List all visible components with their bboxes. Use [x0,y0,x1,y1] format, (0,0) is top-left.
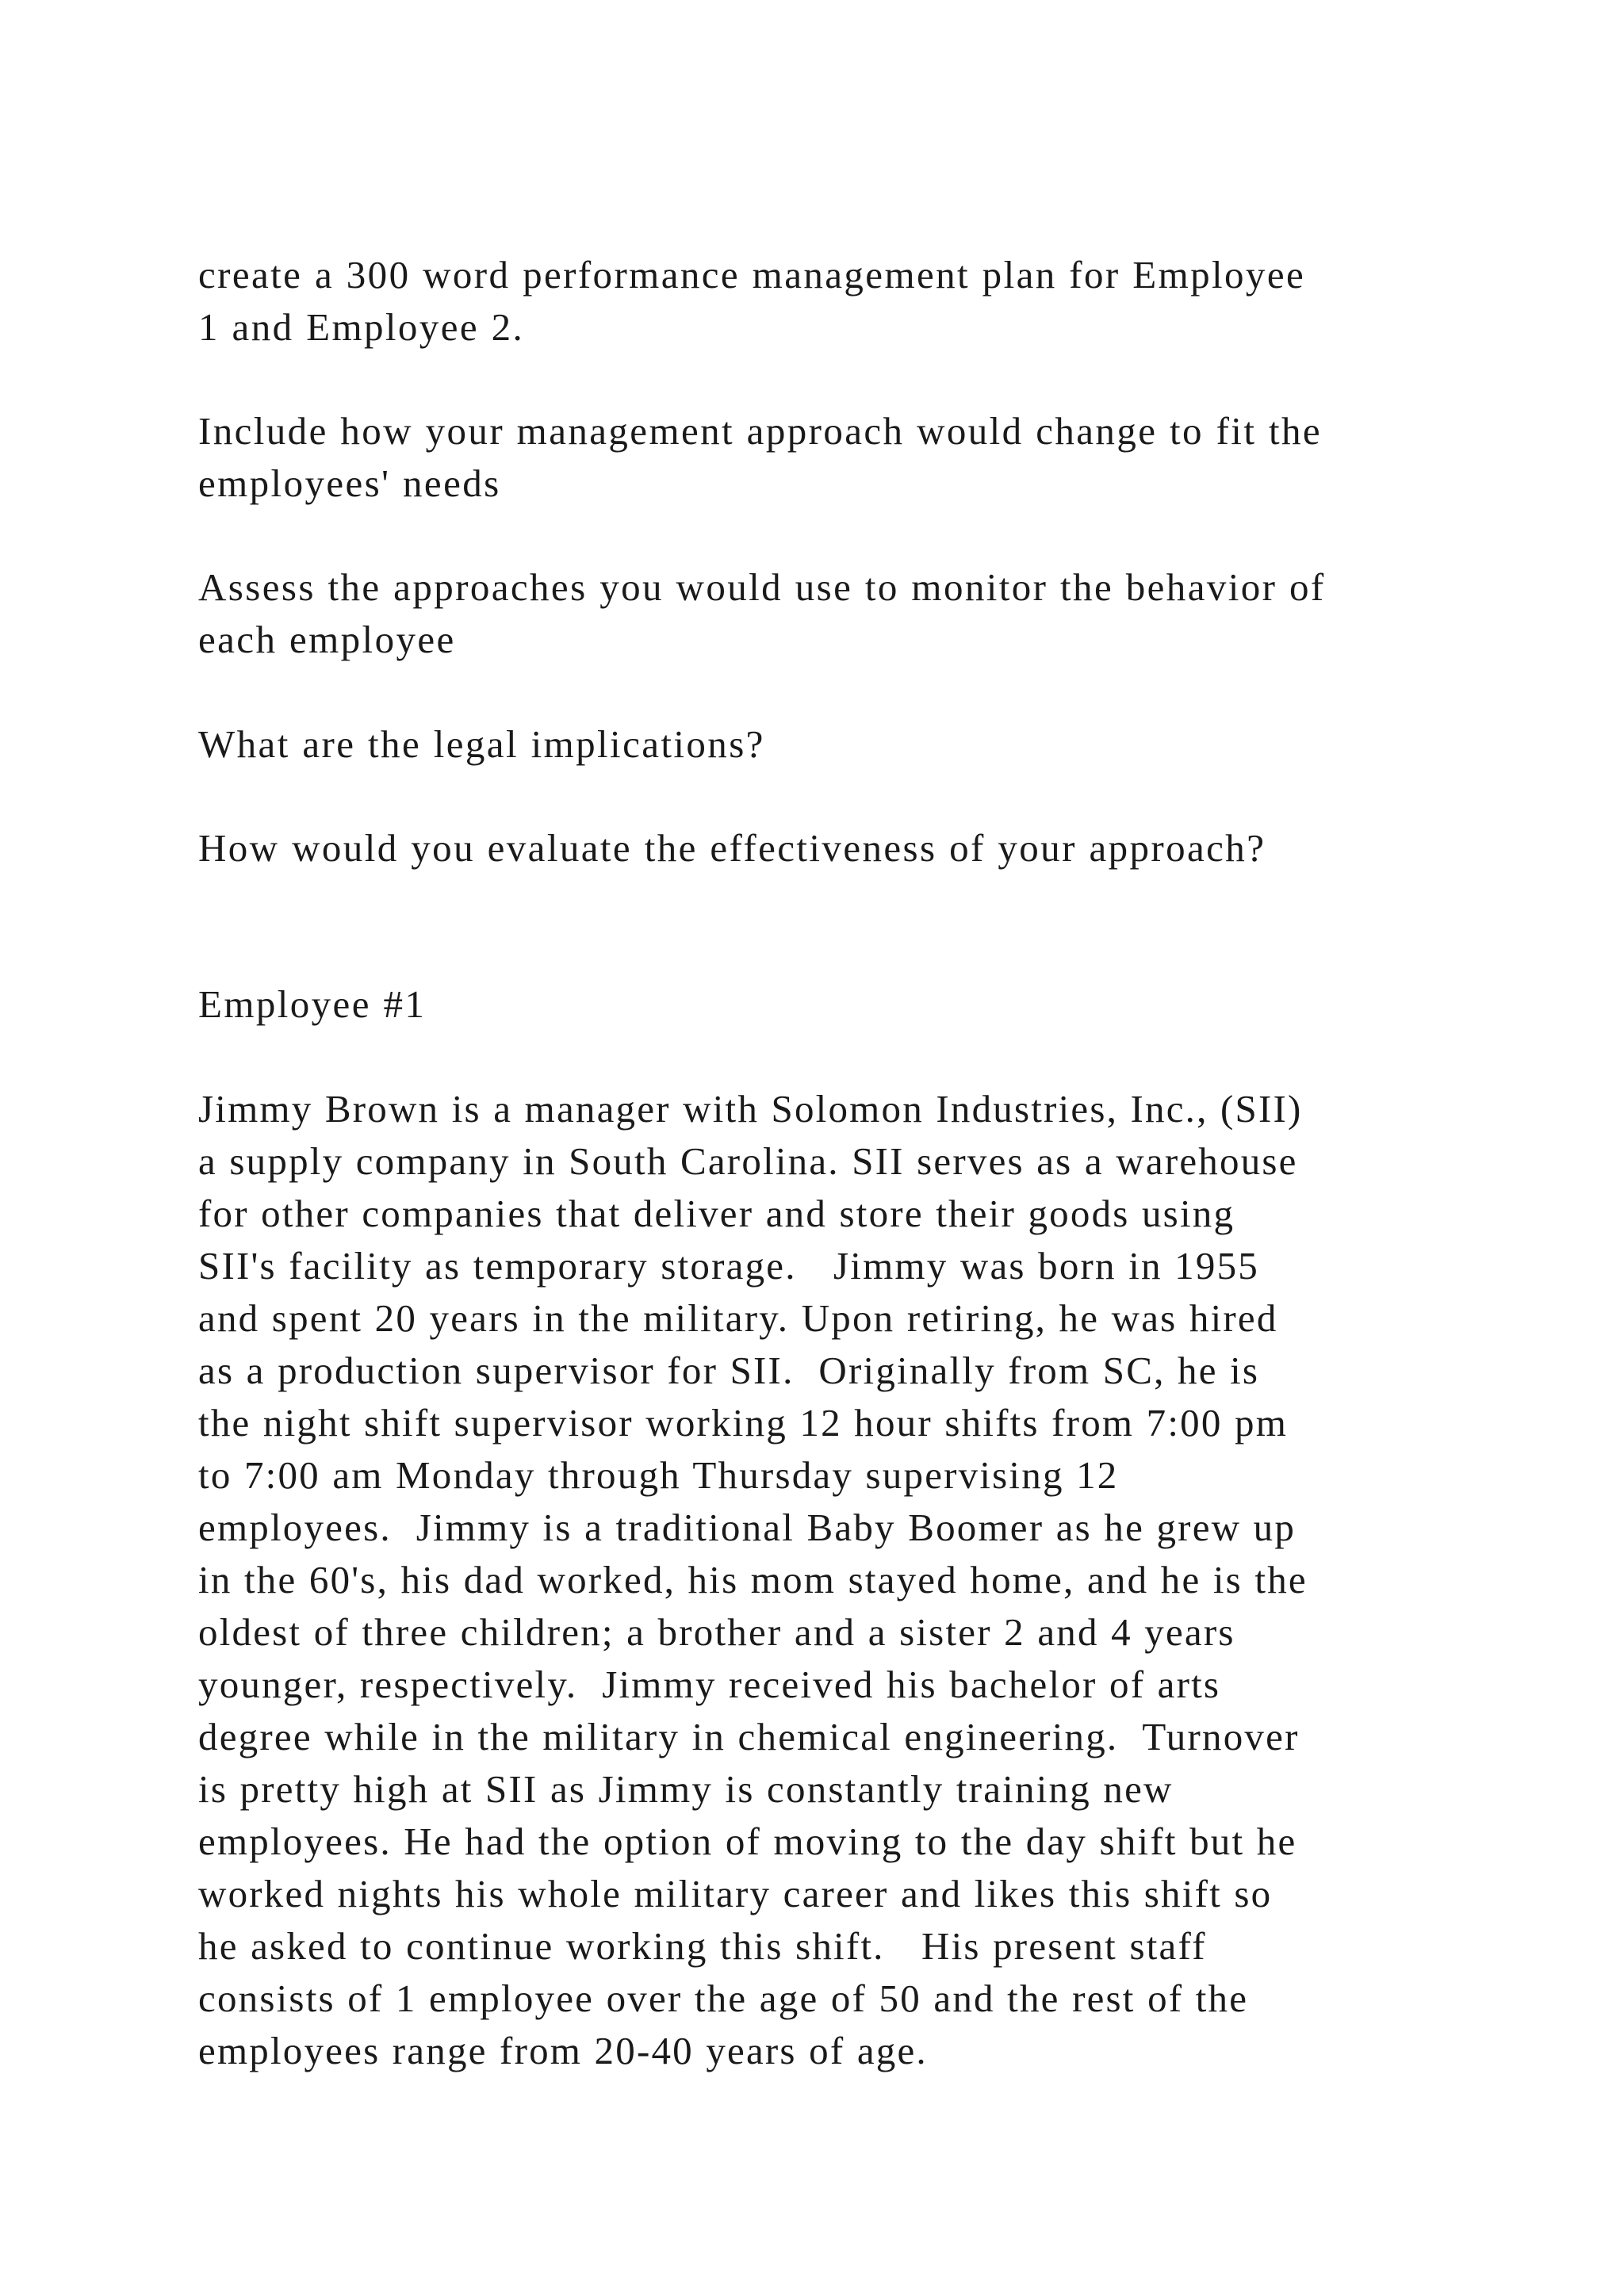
instruction-paragraph: create a 300 word performance management plan for Employee 1 and Employee 2. [198,253,1306,349]
instruction-paragraph: What are the legal implications? [198,722,765,766]
section-heading: Employee #1 [198,982,427,1026]
instruction-paragraph: How would you evaluate the effectiveness of your approach? [198,826,1266,870]
instruction-paragraph: Include how your management approach would change to fit the employees' needs [198,409,1323,505]
employee-description-paragraph: Jimmy Brown is a manager with Solomon Industries, Inc., (SII) a supply company in South Carolina. SII serves as a warehouse for other companies that deliver and store their goods using SII's facility as temporary storage. Jimmy was born in 1955 and spent 20 years in the military. Upon retiring, he was hired as a production supervisor for SII. Originally from SC, he is the night shift supervisor working 12 hour shifts from 7:00 pm to 7:00 am Monday through Thursday supervising 12 employees. Jimmy is a traditional Baby Boomer as he grew up in the 60's, his dad worked, his mom stayed home, and he is the oldest of three children; a brother and a sister 2 and 4 years younger, respectively. Jimmy received his bachelor of arts degree while in the military in chemical engineering. Turnover is pretty high at SII as Jimmy is constantly training new employees. He had the option of moving to the day shift but he worked nights his whole military career and likes this shift so he asked to continue working this shift. His present staff consists of 1 employee over the age of 50 and the rest of the employees range from 20-40 years of age. [198,1087,1308,2072]
instruction-paragraph: Assess the approaches you would use to monitor the behavior of each employee [198,565,1326,661]
